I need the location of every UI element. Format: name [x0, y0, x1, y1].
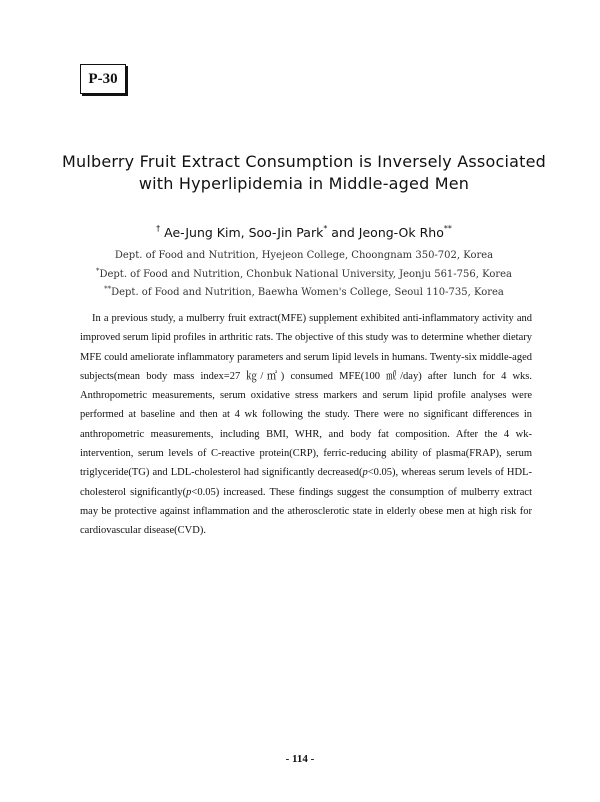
page-number: - 114 - [285, 753, 315, 765]
author-list [40, 221, 568, 241]
author-connector: and Jeong-Ok Rho [327, 225, 444, 240]
title-line-2: with Hyperlipidemia in Middle-aged Men [138, 174, 470, 193]
author-marker-star: * [323, 224, 328, 233]
abstract-body: In a previous study, a mulberry fruit extract(MFE) supplement exhibited anti-inflammatory activity and improved serum lipid profiles in arthritic rats. The objective of this study was to determine whether dietary MFE could ameliorate inflammatory parameters and serum lipid levels in humans. Twenty-six middle-aged subjects(mean body mass index=27 ㎏/㎡) consumed MFE(100 ㎖/day) after lunch for 4 wks. Anthropometric measurements, serum oxidative stress markers and serum lipid profile analyses were performed at baseline and then at 4 wk following the study. There were no significant differences in anthropometric measurements, including BMI, WHR, and body fat composition. After the 4 wk-intervention, serum levels of C-reactive protein(CRP), ferric-reducing ability of plasma(FRAP), serum triglyceride(TG) and LDL-cholesterol had significantly decreased(p<0.05), whereas serum levels of HDL-cholesterol significantly(p<0.05) increased. These findings suggest the consumption of mulberry extract may be protective against inflammation and the atherosclerotic state in elderly obese men at high risk for cardiovascular disease(CVD). [80, 313, 532, 537]
paper-title [40, 151, 568, 195]
affiliation-line: **Dept. of Food and Nutrition, Baewha Women's College, Seoul 110-735, Korea [104, 285, 504, 298]
affiliations [40, 245, 568, 301]
author-marker-double-star: ** [443, 224, 452, 233]
author-names: Ae-Jung Kim, Soo-Jin Park [164, 225, 324, 240]
author-marker-dagger: † [156, 224, 161, 233]
poster-id-box: P-30 [80, 64, 126, 94]
affiliation-line: Dept. of Food and Nutrition, Hyejeon College, Choongnam 350-702, Korea [114, 250, 494, 261]
affiliation-line: *Dept. of Food and Nutrition, Chonbuk National University, Jeonju 561-756, Korea [95, 266, 513, 280]
title-line-1: Mulberry Fruit Extract Consumption is Inversely Associated [62, 152, 546, 171]
